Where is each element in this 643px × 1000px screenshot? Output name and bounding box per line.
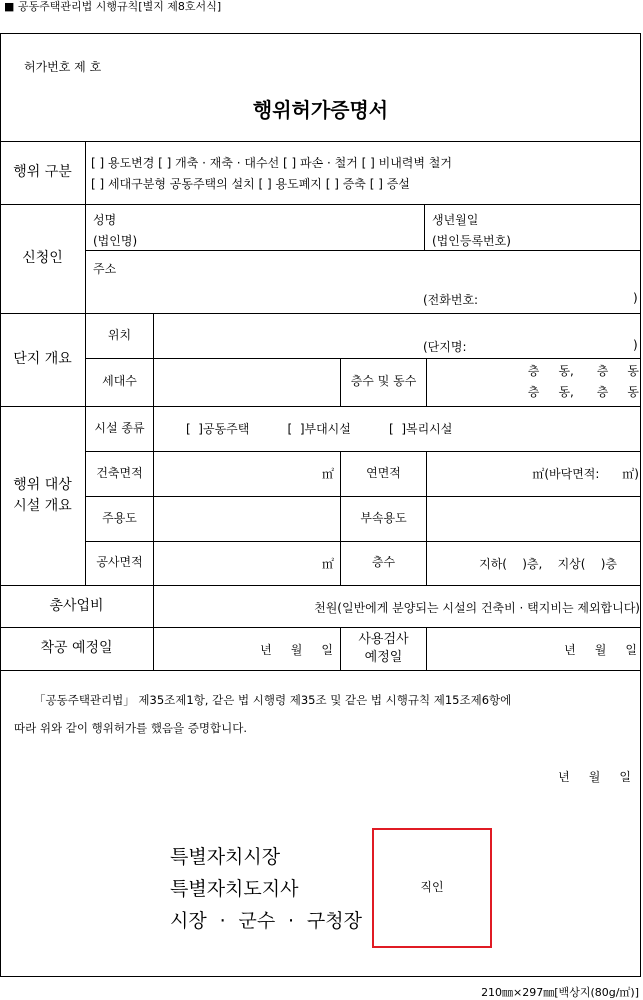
main-use-label: 주용도 [102,510,137,525]
start-date-value: 년 월 일 [260,643,333,657]
floors-buildings-line2: 층 동, 층 동 [527,385,639,399]
facility-overview-label [0,406,85,585]
construction-area-unit: ㎡ [322,557,335,571]
complex-name-close: ) [633,338,638,352]
floor-count-value: 지하( )층, 지상( )층 [479,557,617,571]
inspection-date-label [341,627,426,670]
building-area-unit: ㎡ [322,467,335,481]
page-title: 행위허가증명서 [252,98,389,122]
applicant-phone-close: ) [633,291,638,305]
action-type-options-line2: [ ] 세대구분형 공동주택의 설치 [ ] 용도폐지 [ ] 증축 [ ] 증설 [91,177,410,191]
certification-date: 년 월 일 [558,770,631,784]
building-area-label: 건축면적 [96,465,143,480]
floor-count-label: 층수 [371,555,396,570]
inspection-date-label-line1: 사용검사 [358,631,409,647]
complex-name-label: (단지명: [423,340,467,354]
total-cost-value: 천원(일반에게 분양되는 시설의 건축비 · 택지비는 제외합니다) [314,601,640,615]
action-type-options-line1: [ ] 용도변경 [ ] 개축 · 재축 · 대수선 [ ] 파손 · 철거 [ ] 비내력벽 철거 [91,156,452,170]
facility-overview-label-line1: 행위 대상 [13,477,72,494]
total-cost-label: 총사업비 [49,597,104,614]
official-seal-box [372,828,492,948]
issuer-line3: 시장 · 군수 · 구청장 [170,910,362,932]
certification-text-line1: 「공동주택관리법」 제35조제1항, 같은 법 시행령 제35조 및 같은 법 시행규칙 제15조제6항에 [34,693,512,707]
issuer-line2: 특별자치도지사 [170,878,299,900]
certification-text-line2: 따라 위와 같이 행위허가를 했음을 증명합니다. [14,721,248,735]
applicant-address-label: 주소 [93,262,117,276]
floors-buildings-line1: 층 동, 층 동 [527,364,639,378]
inspection-date-label-line2: 예정일 [364,649,403,665]
applicant-birth-label: 생년월일 [432,213,479,227]
inspection-date-value: 년 월 일 [564,643,637,657]
applicant-name-label: 성명 [93,213,117,227]
applicant-phone-label: (전화번호: [423,293,479,307]
action-type-label: 행위 구분 [13,164,72,181]
total-floor-area-label: 연면적 [366,465,401,480]
floors-buildings-label: 층수 및 동수 [350,374,417,389]
sub-use-label: 부속용도 [360,510,407,525]
facility-overview-label-line2: 시설 개요 [13,497,72,514]
facility-type-label: 시설 종류 [94,420,145,435]
facility-type-options: [ ]공동주택 [ ]부대시설 [ ]복리시설 [186,422,453,436]
applicant-corp-name-label: (법인명) [93,234,138,248]
total-floor-area-unit: ㎡(바닥면적: ㎡) [532,467,639,481]
form-header-note: ■ 공동주택관리법 시행규칙[별지 제8호서식] [4,0,222,13]
issuer-line1: 특별자치시장 [170,846,281,868]
applicant-label: 신청인 [22,250,63,267]
location-label: 위치 [107,327,132,342]
paper-size-note: 210㎜×297㎜[백상지(80g/㎡)] [481,986,639,999]
official-seal-label: 직인 [420,880,444,895]
complex-overview-label: 단지 개요 [13,351,72,368]
households-label: 세대수 [102,374,137,389]
permit-number: 허가번호 제 호 [24,60,102,74]
applicant-corp-reg-label: (법인등록번호) [432,234,511,248]
construction-area-label: 공사면적 [96,555,143,570]
start-date-label: 착공 예정일 [40,640,113,657]
